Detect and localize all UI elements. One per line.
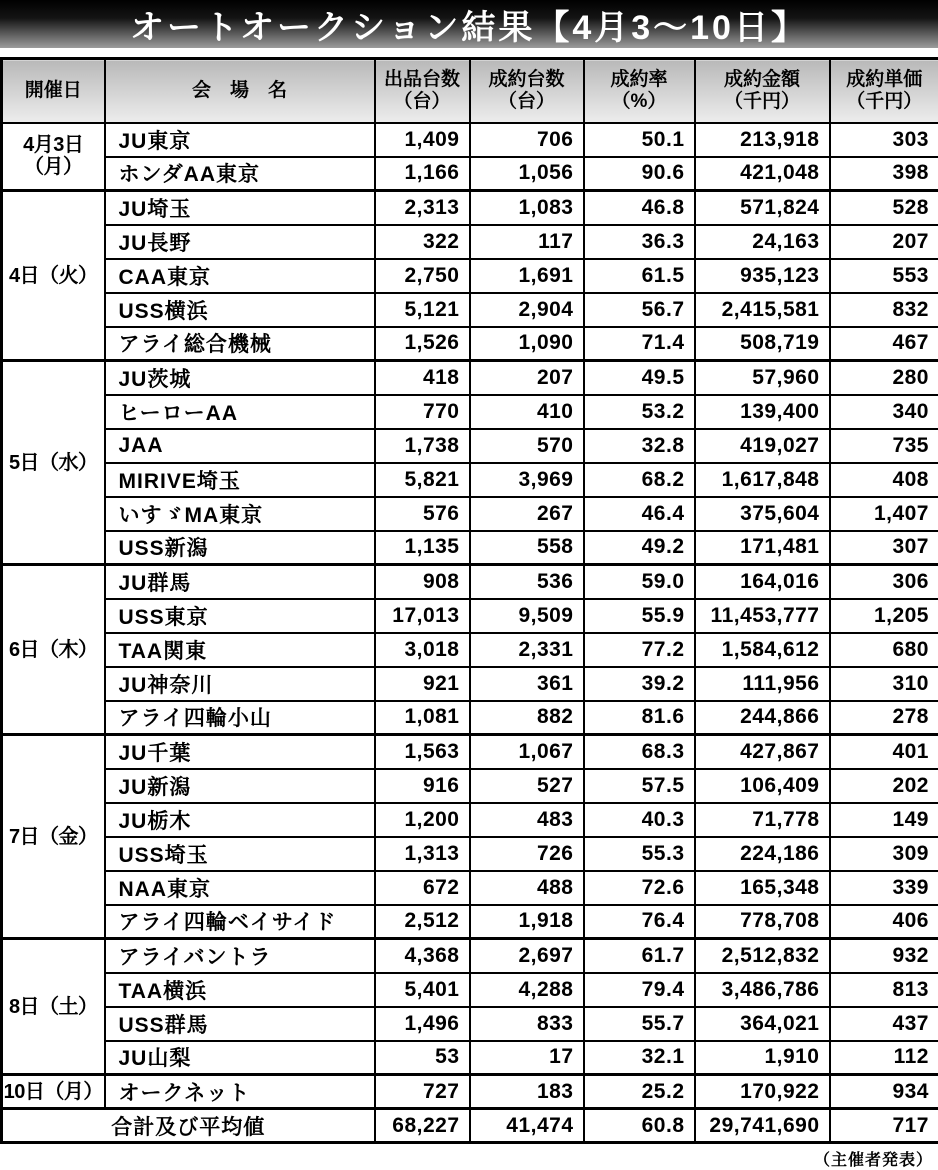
sold-value: 3,969 <box>470 463 584 497</box>
sold-value: 17 <box>470 1041 584 1075</box>
unit-value: 310 <box>830 667 938 701</box>
source-note: （主催者発表） <box>0 1144 938 1170</box>
rate-value: 56.7 <box>584 293 695 327</box>
unit-value: 813 <box>830 973 938 1007</box>
unit-value: 339 <box>830 871 938 905</box>
unit-value: 1,407 <box>830 497 938 531</box>
venue-name: アライ総合機械 <box>105 327 375 361</box>
rate-value: 32.1 <box>584 1041 695 1075</box>
rate-value: 71.4 <box>584 327 695 361</box>
venue-name: JU千葉 <box>105 735 375 769</box>
unit-value: 202 <box>830 769 938 803</box>
column-header-6: 成約単価 （千円） <box>830 59 938 123</box>
amount-value: 164,016 <box>695 565 830 599</box>
unit-value: 932 <box>830 939 938 973</box>
amount-value: 1,910 <box>695 1041 830 1075</box>
sold-value: 1,083 <box>470 191 584 225</box>
unit-value: 1,205 <box>830 599 938 633</box>
listed-value: 727 <box>375 1075 470 1109</box>
total-sold-value: 41,474 <box>470 1109 584 1143</box>
venue-name: JU山梨 <box>105 1041 375 1075</box>
rate-value: 36.3 <box>584 225 695 259</box>
unit-value: 398 <box>830 157 938 191</box>
total-label: 合計及び平均値 <box>2 1109 375 1143</box>
rate-value: 55.7 <box>584 1007 695 1041</box>
sold-value: 1,918 <box>470 905 584 939</box>
venue-name: JU神奈川 <box>105 667 375 701</box>
listed-value: 770 <box>375 395 470 429</box>
sold-value: 833 <box>470 1007 584 1041</box>
date-cell: 6日（木） <box>2 565 105 735</box>
amount-value: 427,867 <box>695 735 830 769</box>
column-header-0: 開催日 <box>2 59 105 123</box>
listed-value: 4,368 <box>375 939 470 973</box>
listed-value: 17,013 <box>375 599 470 633</box>
header-row <box>2 59 938 123</box>
sold-value: 558 <box>470 531 584 565</box>
listed-value: 322 <box>375 225 470 259</box>
sold-value: 483 <box>470 803 584 837</box>
sold-value: 1,056 <box>470 157 584 191</box>
venue-name: JAA <box>105 429 375 463</box>
amount-value: 57,960 <box>695 361 830 395</box>
table-row <box>2 259 938 293</box>
table-row <box>2 429 938 463</box>
listed-value: 1,526 <box>375 327 470 361</box>
total-amount-value: 29,741,690 <box>695 1109 830 1143</box>
amount-value: 1,584,612 <box>695 633 830 667</box>
rate-value: 90.6 <box>584 157 695 191</box>
rate-value: 49.5 <box>584 361 695 395</box>
sold-value: 2,697 <box>470 939 584 973</box>
unit-value: 340 <box>830 395 938 429</box>
amount-value: 421,048 <box>695 157 830 191</box>
table-row <box>2 1041 938 1075</box>
unit-value: 306 <box>830 565 938 599</box>
rate-value: 55.9 <box>584 599 695 633</box>
listed-value: 921 <box>375 667 470 701</box>
sold-value: 9,509 <box>470 599 584 633</box>
date-cell: 10日（月） <box>2 1075 105 1109</box>
listed-value: 908 <box>375 565 470 599</box>
amount-value: 778,708 <box>695 905 830 939</box>
unit-value: 303 <box>830 123 938 157</box>
sold-value: 882 <box>470 701 584 735</box>
venue-name: いすゞMA東京 <box>105 497 375 531</box>
rate-value: 76.4 <box>584 905 695 939</box>
venue-name: アライ四輪ベイサイド <box>105 905 375 939</box>
table-row <box>2 327 938 361</box>
venue-name: アライ四輪小山 <box>105 701 375 735</box>
amount-value: 71,778 <box>695 803 830 837</box>
listed-value: 1,563 <box>375 735 470 769</box>
listed-value: 1,200 <box>375 803 470 837</box>
sold-value: 488 <box>470 871 584 905</box>
unit-value: 437 <box>830 1007 938 1041</box>
listed-value: 3,018 <box>375 633 470 667</box>
sold-value: 536 <box>470 565 584 599</box>
rate-value: 46.8 <box>584 191 695 225</box>
listed-value: 576 <box>375 497 470 531</box>
venue-name: NAA東京 <box>105 871 375 905</box>
unit-value: 528 <box>830 191 938 225</box>
table-row <box>2 497 938 531</box>
sold-value: 361 <box>470 667 584 701</box>
listed-value: 2,750 <box>375 259 470 293</box>
sold-value: 267 <box>470 497 584 531</box>
unit-value: 406 <box>830 905 938 939</box>
date-cell: 4月3日 （月） <box>2 123 105 191</box>
rate-value: 81.6 <box>584 701 695 735</box>
amount-value: 419,027 <box>695 429 830 463</box>
venue-name: USS横浜 <box>105 293 375 327</box>
table-row <box>2 871 938 905</box>
table-row <box>2 361 938 395</box>
amount-value: 24,163 <box>695 225 830 259</box>
unit-value: 408 <box>830 463 938 497</box>
venue-name: USS新潟 <box>105 531 375 565</box>
listed-value: 1,166 <box>375 157 470 191</box>
amount-value: 1,617,848 <box>695 463 830 497</box>
sold-value: 1,691 <box>470 259 584 293</box>
sold-value: 726 <box>470 837 584 871</box>
amount-value: 935,123 <box>695 259 830 293</box>
auction-results-table <box>0 57 938 1144</box>
table-row <box>2 701 938 735</box>
sold-value: 117 <box>470 225 584 259</box>
amount-value: 106,409 <box>695 769 830 803</box>
amount-value: 165,348 <box>695 871 830 905</box>
venue-name: JU新潟 <box>105 769 375 803</box>
rate-value: 46.4 <box>584 497 695 531</box>
amount-value: 11,453,777 <box>695 599 830 633</box>
rate-value: 40.3 <box>584 803 695 837</box>
rate-value: 55.3 <box>584 837 695 871</box>
column-header-2: 出品台数 （台） <box>375 59 470 123</box>
sold-value: 4,288 <box>470 973 584 1007</box>
column-header-5: 成約金額 （千円） <box>695 59 830 123</box>
table-row <box>2 531 938 565</box>
venue-name: USS埼玉 <box>105 837 375 871</box>
venue-name: アライバントラ <box>105 939 375 973</box>
venue-name: ホンダAA東京 <box>105 157 375 191</box>
table-row <box>2 803 938 837</box>
venue-name: USS東京 <box>105 599 375 633</box>
table-row <box>2 1075 938 1109</box>
listed-value: 2,313 <box>375 191 470 225</box>
table-row <box>2 769 938 803</box>
venue-name: JU埼玉 <box>105 191 375 225</box>
table-row <box>2 735 938 769</box>
venue-name: ヒーローAA <box>105 395 375 429</box>
listed-value: 1,313 <box>375 837 470 871</box>
rate-value: 68.3 <box>584 735 695 769</box>
rate-value: 77.2 <box>584 633 695 667</box>
listed-value: 1,409 <box>375 123 470 157</box>
rate-value: 59.0 <box>584 565 695 599</box>
amount-value: 213,918 <box>695 123 830 157</box>
unit-value: 149 <box>830 803 938 837</box>
amount-value: 571,824 <box>695 191 830 225</box>
sold-value: 1,067 <box>470 735 584 769</box>
total-listed-value: 68,227 <box>375 1109 470 1143</box>
amount-value: 2,415,581 <box>695 293 830 327</box>
table-row <box>2 973 938 1007</box>
rate-value: 72.6 <box>584 871 695 905</box>
rate-value: 53.2 <box>584 395 695 429</box>
listed-value: 418 <box>375 361 470 395</box>
sold-value: 570 <box>470 429 584 463</box>
total-unit-value: 717 <box>830 1109 938 1143</box>
unit-value: 467 <box>830 327 938 361</box>
unit-value: 278 <box>830 701 938 735</box>
sold-value: 2,331 <box>470 633 584 667</box>
rate-value: 61.7 <box>584 939 695 973</box>
amount-value: 170,922 <box>695 1075 830 1109</box>
unit-value: 207 <box>830 225 938 259</box>
date-cell: 5日（水） <box>2 361 105 565</box>
listed-value: 1,496 <box>375 1007 470 1041</box>
table-row <box>2 905 938 939</box>
venue-name: JU東京 <box>105 123 375 157</box>
sold-value: 183 <box>470 1075 584 1109</box>
table-row <box>2 191 938 225</box>
listed-value: 672 <box>375 871 470 905</box>
unit-value: 680 <box>830 633 938 667</box>
total-rate-value: 60.8 <box>584 1109 695 1143</box>
listed-value: 916 <box>375 769 470 803</box>
amount-value: 224,186 <box>695 837 830 871</box>
venue-name: TAA関東 <box>105 633 375 667</box>
amount-value: 364,021 <box>695 1007 830 1041</box>
table-row <box>2 565 938 599</box>
rate-value: 32.8 <box>584 429 695 463</box>
unit-value: 934 <box>830 1075 938 1109</box>
sold-value: 527 <box>470 769 584 803</box>
venue-name: JU群馬 <box>105 565 375 599</box>
date-cell: 4日（火） <box>2 191 105 361</box>
amount-value: 3,486,786 <box>695 973 830 1007</box>
total-row <box>2 1109 938 1143</box>
column-header-4: 成約率 （%） <box>584 59 695 123</box>
venue-name: USS群馬 <box>105 1007 375 1041</box>
table-row <box>2 293 938 327</box>
table-row <box>2 837 938 871</box>
venue-name: JU茨城 <box>105 361 375 395</box>
table-row <box>2 123 938 157</box>
unit-value: 307 <box>830 531 938 565</box>
venue-name: オークネット <box>105 1075 375 1109</box>
amount-value: 244,866 <box>695 701 830 735</box>
unit-value: 309 <box>830 837 938 871</box>
amount-value: 139,400 <box>695 395 830 429</box>
table-header <box>2 59 938 123</box>
table-row <box>2 395 938 429</box>
unit-value: 832 <box>830 293 938 327</box>
page-title: オートオークション結果【4月3〜10日】 <box>0 0 938 48</box>
listed-value: 5,121 <box>375 293 470 327</box>
venue-name: MIRIVE埼玉 <box>105 463 375 497</box>
listed-value: 5,821 <box>375 463 470 497</box>
listed-value: 1,135 <box>375 531 470 565</box>
rate-value: 25.2 <box>584 1075 695 1109</box>
venue-name: JU長野 <box>105 225 375 259</box>
table-row <box>2 1007 938 1041</box>
rate-value: 68.2 <box>584 463 695 497</box>
amount-value: 508,719 <box>695 327 830 361</box>
listed-value: 1,081 <box>375 701 470 735</box>
venue-name: JU栃木 <box>105 803 375 837</box>
rate-value: 61.5 <box>584 259 695 293</box>
sold-value: 706 <box>470 123 584 157</box>
sold-value: 1,090 <box>470 327 584 361</box>
unit-value: 401 <box>830 735 938 769</box>
listed-value: 2,512 <box>375 905 470 939</box>
amount-value: 2,512,832 <box>695 939 830 973</box>
sold-value: 410 <box>470 395 584 429</box>
table-body <box>2 123 938 1143</box>
rate-value: 79.4 <box>584 973 695 1007</box>
table-row <box>2 633 938 667</box>
rate-value: 49.2 <box>584 531 695 565</box>
table-row <box>2 599 938 633</box>
table-row <box>2 667 938 701</box>
table-row <box>2 225 938 259</box>
rate-value: 39.2 <box>584 667 695 701</box>
table-row <box>2 463 938 497</box>
unit-value: 735 <box>830 429 938 463</box>
unit-value: 553 <box>830 259 938 293</box>
unit-value: 280 <box>830 361 938 395</box>
amount-value: 171,481 <box>695 531 830 565</box>
venue-name: TAA横浜 <box>105 973 375 1007</box>
amount-value: 375,604 <box>695 497 830 531</box>
sold-value: 207 <box>470 361 584 395</box>
column-header-1: 会 場 名 <box>105 59 375 123</box>
column-header-3: 成約台数 （台） <box>470 59 584 123</box>
venue-name: CAA東京 <box>105 259 375 293</box>
rate-value: 50.1 <box>584 123 695 157</box>
date-cell: 7日（金） <box>2 735 105 939</box>
listed-value: 53 <box>375 1041 470 1075</box>
table-row <box>2 157 938 191</box>
listed-value: 5,401 <box>375 973 470 1007</box>
table-row <box>2 939 938 973</box>
unit-value: 112 <box>830 1041 938 1075</box>
sold-value: 2,904 <box>470 293 584 327</box>
rate-value: 57.5 <box>584 769 695 803</box>
date-cell: 8日（土） <box>2 939 105 1075</box>
listed-value: 1,738 <box>375 429 470 463</box>
amount-value: 111,956 <box>695 667 830 701</box>
